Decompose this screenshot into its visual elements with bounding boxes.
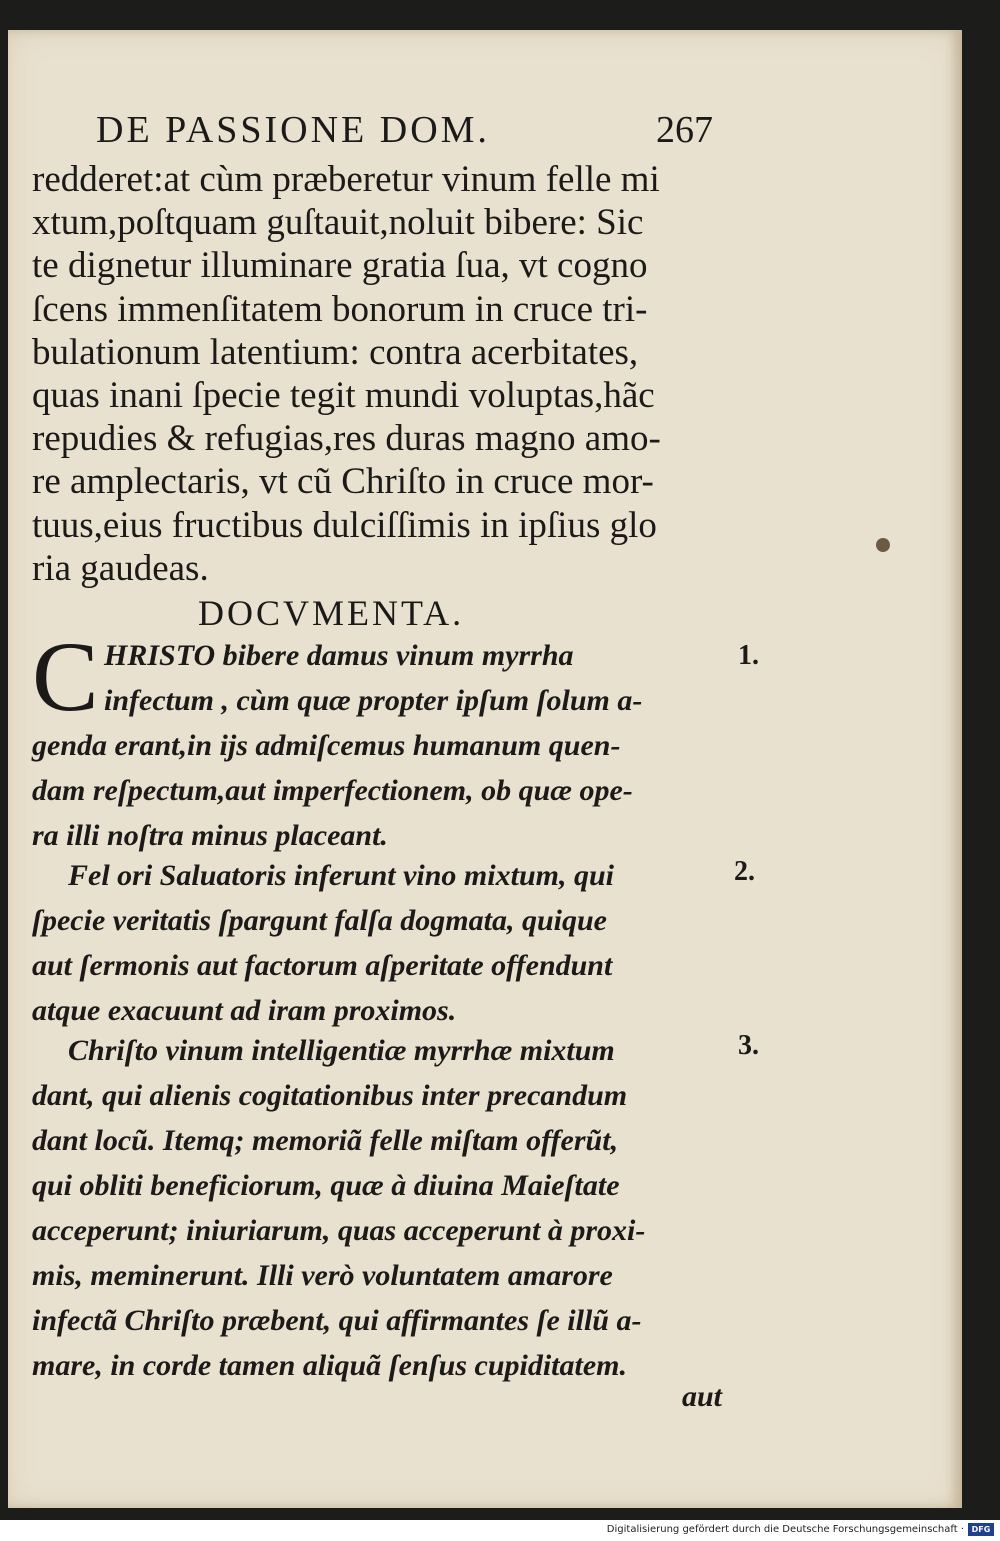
text-line: Fel ori Saluatoris inferunt vino mixtum, qui [68,859,614,892]
text-line: bulationum latentium: contra acerbitates, [32,331,639,373]
text-line: tuus,eius fructibus dulciſſimis in ipſius glo [32,504,657,546]
text-line: dant locũ. Itemq; memoriã felle miſtam offerũt, [32,1124,619,1157]
drop-capital: C [32,621,99,732]
text-line: dant, qui alienis cogitationibus inter precandum [32,1079,628,1112]
text-line: aut ſermonis aut factorum aſperitate offendunt [32,949,613,982]
text-line: dam reſpectum,aut imperfectionem, ob quæ ope- [32,774,633,807]
margin-number-1: 1. [738,640,759,671]
prayer-paragraph [32,158,712,590]
dfg-logo-icon: DFG [968,1523,994,1536]
page-number: 267 [656,109,713,151]
text-line: repudies & refugias,res duras magno amo- [32,418,661,460]
documentum-1 [32,621,712,858]
book-page [8,30,962,1508]
text-line: acceperunt; iniuriarum, quas acceperunt à proxi- [32,1214,646,1247]
text-line: ſcens immenſitatem bonorum in cruce tri- [32,288,648,330]
text-line: ria gaudeas. [32,547,209,589]
catchword: aut [682,1380,723,1413]
text-line: atque exacuunt ad iram proximos. [32,994,457,1027]
documentum-3 [32,1028,712,1388]
text-line: HRISTO bibere damus vinum myrrha [104,639,574,672]
text-line: infectum , cùm quæ propter ipſum ſolum a- [104,684,643,717]
text-line: mis, meminerunt. Illi verò voluntatem amarore [32,1259,613,1292]
footer-credit: Digitalisierung gefördert durch die Deutsche Forschungsgemeinschaft · [606,1524,964,1535]
text-line: re amplectaris, vt cũ Chriſto in cruce mor- [32,461,654,503]
text-line: ſpecie veritatis ſpargunt falſa dogmata, quique [32,904,607,937]
margin-number-2: 2. [734,856,755,887]
text-line: infectã Chriſto præbent, qui affirmantes ſe illũ a- [32,1304,642,1337]
text-line: ra illi noſtra minus placeant. [32,819,388,852]
text-line: redderet:at cùm præberetur vinum felle mi [32,159,660,200]
running-head [96,108,713,152]
footer-bar [0,1520,1000,1541]
text-line: xtum,poſtquam guſtauit,noluit bibere: Sic [32,202,644,244]
text-line: quas inani ſpecie tegit mundi voluptas,hãc [32,375,655,417]
text-line: genda erant,in ijs admiſcemus humanum quen- [32,729,621,762]
ink-spot [876,538,890,552]
documentum-2 [32,853,712,1033]
running-head-title: DE PASSIONE DOM. [96,109,490,151]
text-line: te dignetur illuminare gratia ſua, vt cogno [32,245,648,287]
text-line: Chriſto vinum intelligentiæ myrrhæ mixtum [68,1034,615,1067]
text-line: qui obliti beneficiorum, quæ à diuina Maieſtate [32,1169,620,1202]
text-line: mare, in corde tamen aliquã ſenſus cupiditatem. [32,1349,628,1382]
margin-number-3: 3. [738,1030,759,1061]
section-heading: DOCVMENTA. [198,593,465,633]
